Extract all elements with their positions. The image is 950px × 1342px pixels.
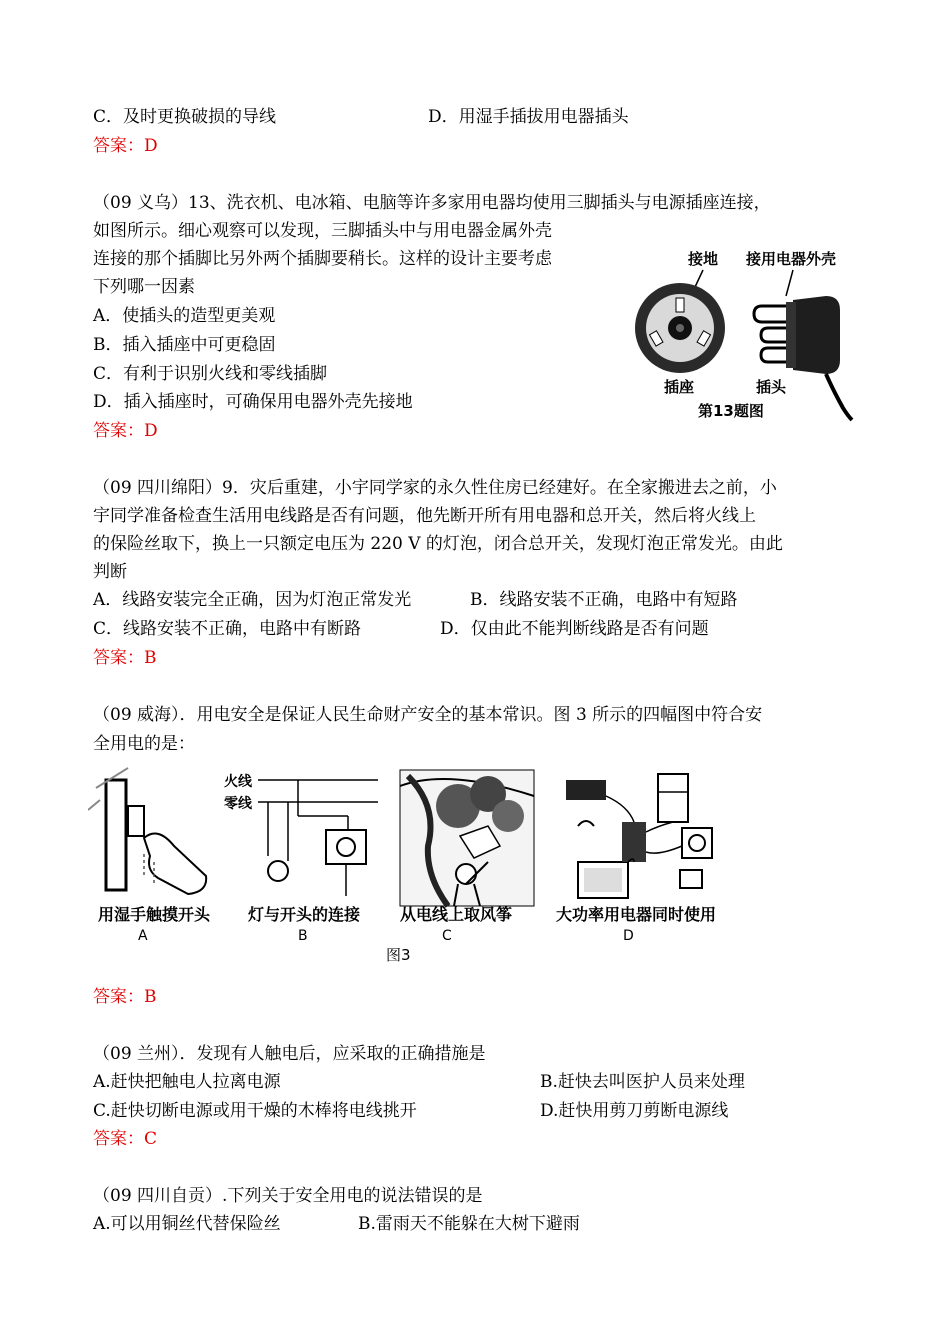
letter-a: A (138, 928, 148, 944)
q3-stem-line3: 的保险丝取下，换上一只额定电压为 220 V 的灯泡，闭合总开关，发现灯泡正常发光。由此 (93, 534, 783, 554)
q3-option-d: D．仅由此不能判断线路是否有问题 (440, 619, 709, 639)
bulb-icon (268, 861, 288, 881)
q2-stem-line4: 下列哪一因素 (93, 277, 195, 297)
q4-stem-line1: （09 威海）．用电安全是保证人民生命财产安全的基本常识。图 3 所示的四幅图中符合安 (93, 705, 763, 725)
q2-stem-line2: 如图所示。细心观察可以发现，三脚插头中与用电器金属外壳 (93, 221, 552, 241)
q6-stem: （09 四川自贡）.下列关于安全用电的说法错误的是 (93, 1186, 483, 1206)
q1-option-d: D．用湿手插拔用电器插头 (428, 107, 629, 127)
caption-d: 大功率用电器同时使用 (556, 905, 717, 924)
label-socket: 插座 (664, 378, 695, 396)
figure13-caption: 第13题图 (698, 402, 764, 420)
q4-answer: 答案：B (93, 987, 157, 1007)
q2-stem-line3: 连接的那个插脚比另外两个插脚要稍长。这样的设计主要考虑 (93, 249, 552, 269)
letter-c: C (442, 928, 452, 944)
q3-answer: 答案：B (93, 648, 157, 668)
caption-b: 灯与开头的连接 (248, 905, 361, 924)
q5-option-a: A.赶快把触电人拉离电源 (93, 1072, 281, 1092)
q4-stem-line2: 全用电的是： (93, 734, 195, 754)
q2-stem-line1: （09 义乌）13、洗衣机、电冰箱、电脑等许多家用电器均使用三脚插头与电源插座连接， (93, 193, 771, 213)
q5-option-c: C.赶快切断电源或用干燥的木棒将电线挑开 (93, 1101, 417, 1121)
q3-stem-line1: （09 四川绵阳）9．灾后重建，小宇同学家的永久性住房已经建好。在全家搬进去之前，小 (93, 478, 777, 498)
letter-d: D (623, 928, 634, 944)
caption-c: 从电线上取风筝 (400, 905, 513, 924)
q6-option-b: B.雷雨天不能躲在大树下避雨 (358, 1214, 580, 1234)
label-ground: 接地 (688, 250, 719, 268)
label-plug: 插头 (756, 378, 787, 396)
plug-icon (754, 296, 852, 420)
q5-option-b: B.赶快去叫医护人员来处理 (540, 1072, 745, 1092)
q5-answer: 答案：C (93, 1129, 158, 1149)
q2-option-b: B．插入插座中可更稳固 (93, 335, 276, 355)
figure3-caption: 图3 (386, 946, 411, 964)
live-wire-label: 火线 (224, 774, 252, 790)
panel-b-lamp-switch-wiring (224, 773, 378, 896)
q3-option-c: C．线路安装不正确，电路中有断路 (93, 619, 362, 639)
q2-option-d: D．插入插座时，可确保用电器外壳先接地 (93, 392, 413, 412)
q1-option-c: C．及时更换破损的导线 (93, 107, 277, 127)
q3-option-b: B．线路安装不正确，电路中有短路 (470, 590, 738, 610)
q5-stem: （09 兰州）．发现有人触电后，应采取的正确措施是 (93, 1044, 486, 1064)
caption-a: 用湿手触摸开头 (98, 905, 211, 924)
q5-option-d: D.赶快用剪刀剪断电源线 (540, 1101, 729, 1121)
q3-option-a: A．线路安装完全正确，因为灯泡正常发光 (93, 590, 412, 610)
neutral-wire-label: 零线 (224, 796, 252, 812)
q3-stem-line4: 判断 (93, 562, 127, 582)
letter-b: B (298, 928, 308, 944)
q3-stem-line2: 宇同学准备检查生活用电线路是否有问题，他先断开所有用电器和总开关，然后将火线上 (93, 506, 756, 526)
label-casing: 接用电器外壳 (746, 250, 837, 268)
q2-option-a: A．使插头的造型更美观 (93, 306, 276, 326)
figure3 (88, 766, 758, 970)
q2-answer: 答案：D (93, 421, 158, 441)
q1-answer: 答案：D (93, 136, 158, 156)
socket-plug-figure (628, 240, 863, 429)
panel-a-wet-hand-switch (88, 768, 206, 894)
q6-option-a: A.可以用铜丝代替保险丝 (93, 1214, 281, 1234)
panel-d-high-power-appliances (566, 774, 712, 898)
panel-c-kite-on-wire (400, 770, 534, 906)
q2-option-c: C．有利于识别火线和零线插脚 (93, 364, 328, 384)
